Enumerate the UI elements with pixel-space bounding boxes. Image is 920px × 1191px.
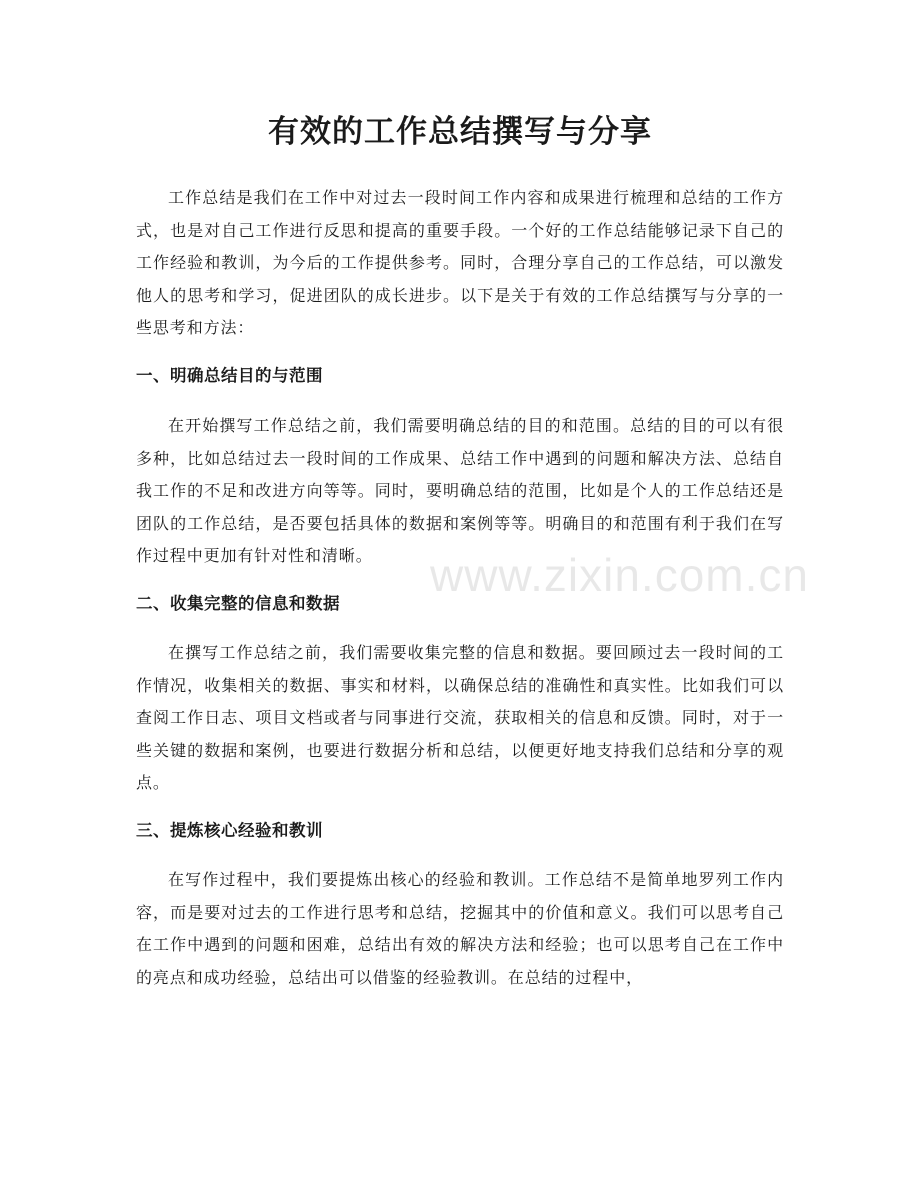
document-body [136,182,784,994]
section-paragraph-1: 在开始撰写工作总结之前，我们需要明确总结的目的和范围。总结的目的可以有很多种，比如总结过去一段时间的工作成果、总结工作中遇到的问题和解决方法、总结自我工作的不足和改进方向等等。同时，要明确总结的范围，比如是个人的工作总结还是团队的工作总结，是否要包括具体的数据和案例等等。明确目的和范围有利于我们在写作过程中更加有针对性和清晰。 [136,415,784,566]
section-heading-3: 三、提炼核心经验和教训 [136,820,323,840]
section-paragraph-2: 在撰写工作总结之前，我们需要收集完整的信息和数据。要回顾过去一段时间的工作情况，收集相关的数据、事实和材料，以确保总结的准确性和真实性。比如我们可以查阅工作日志、项目文档或者与同事进行交流，获取相关的信息和反馈。同时，对于一些关键的数据和案例，也要进行数据分析和总结，以便更好地支持我们总结和分享的观点。 [136,642,784,793]
watermark-text: www.zixin.com.cn [430,549,809,601]
section-heading-2: 二、收集完整的信息和数据 [136,593,340,613]
intro-paragraph: 工作总结是我们在工作中对过去一段时间工作内容和成果进行梳理和总结的工作方式，也是对自己工作进行反思和提高的重要手段。一个好的工作总结能够记录下自己的工作经验和教训，为今后的工作提供参考。同时，合理分享自己的工作总结，可以激发他人的思考和学习，促进团队的成长进步。以下是关于有效的工作总结撰写与分享的一些思考和方法： [136,188,784,338]
section-heading-1: 一、明确总结目的与范围 [136,365,323,385]
section-paragraph-3: 在写作过程中，我们要提炼出核心的经验和教训。工作总结不是简单地罗列工作内容，而是要对过去的工作进行思考和总结，挖掘其中的价值和意义。我们可以思考自己在工作中遇到的问题和困难，总结出有效的解决方法和经验；也可以思考自己在工作中的亮点和成功经验，总结出可以借鉴的经验教训。在总结的过程中， [136,869,784,987]
document-title: 有效的工作总结撰写与分享 [268,114,652,150]
